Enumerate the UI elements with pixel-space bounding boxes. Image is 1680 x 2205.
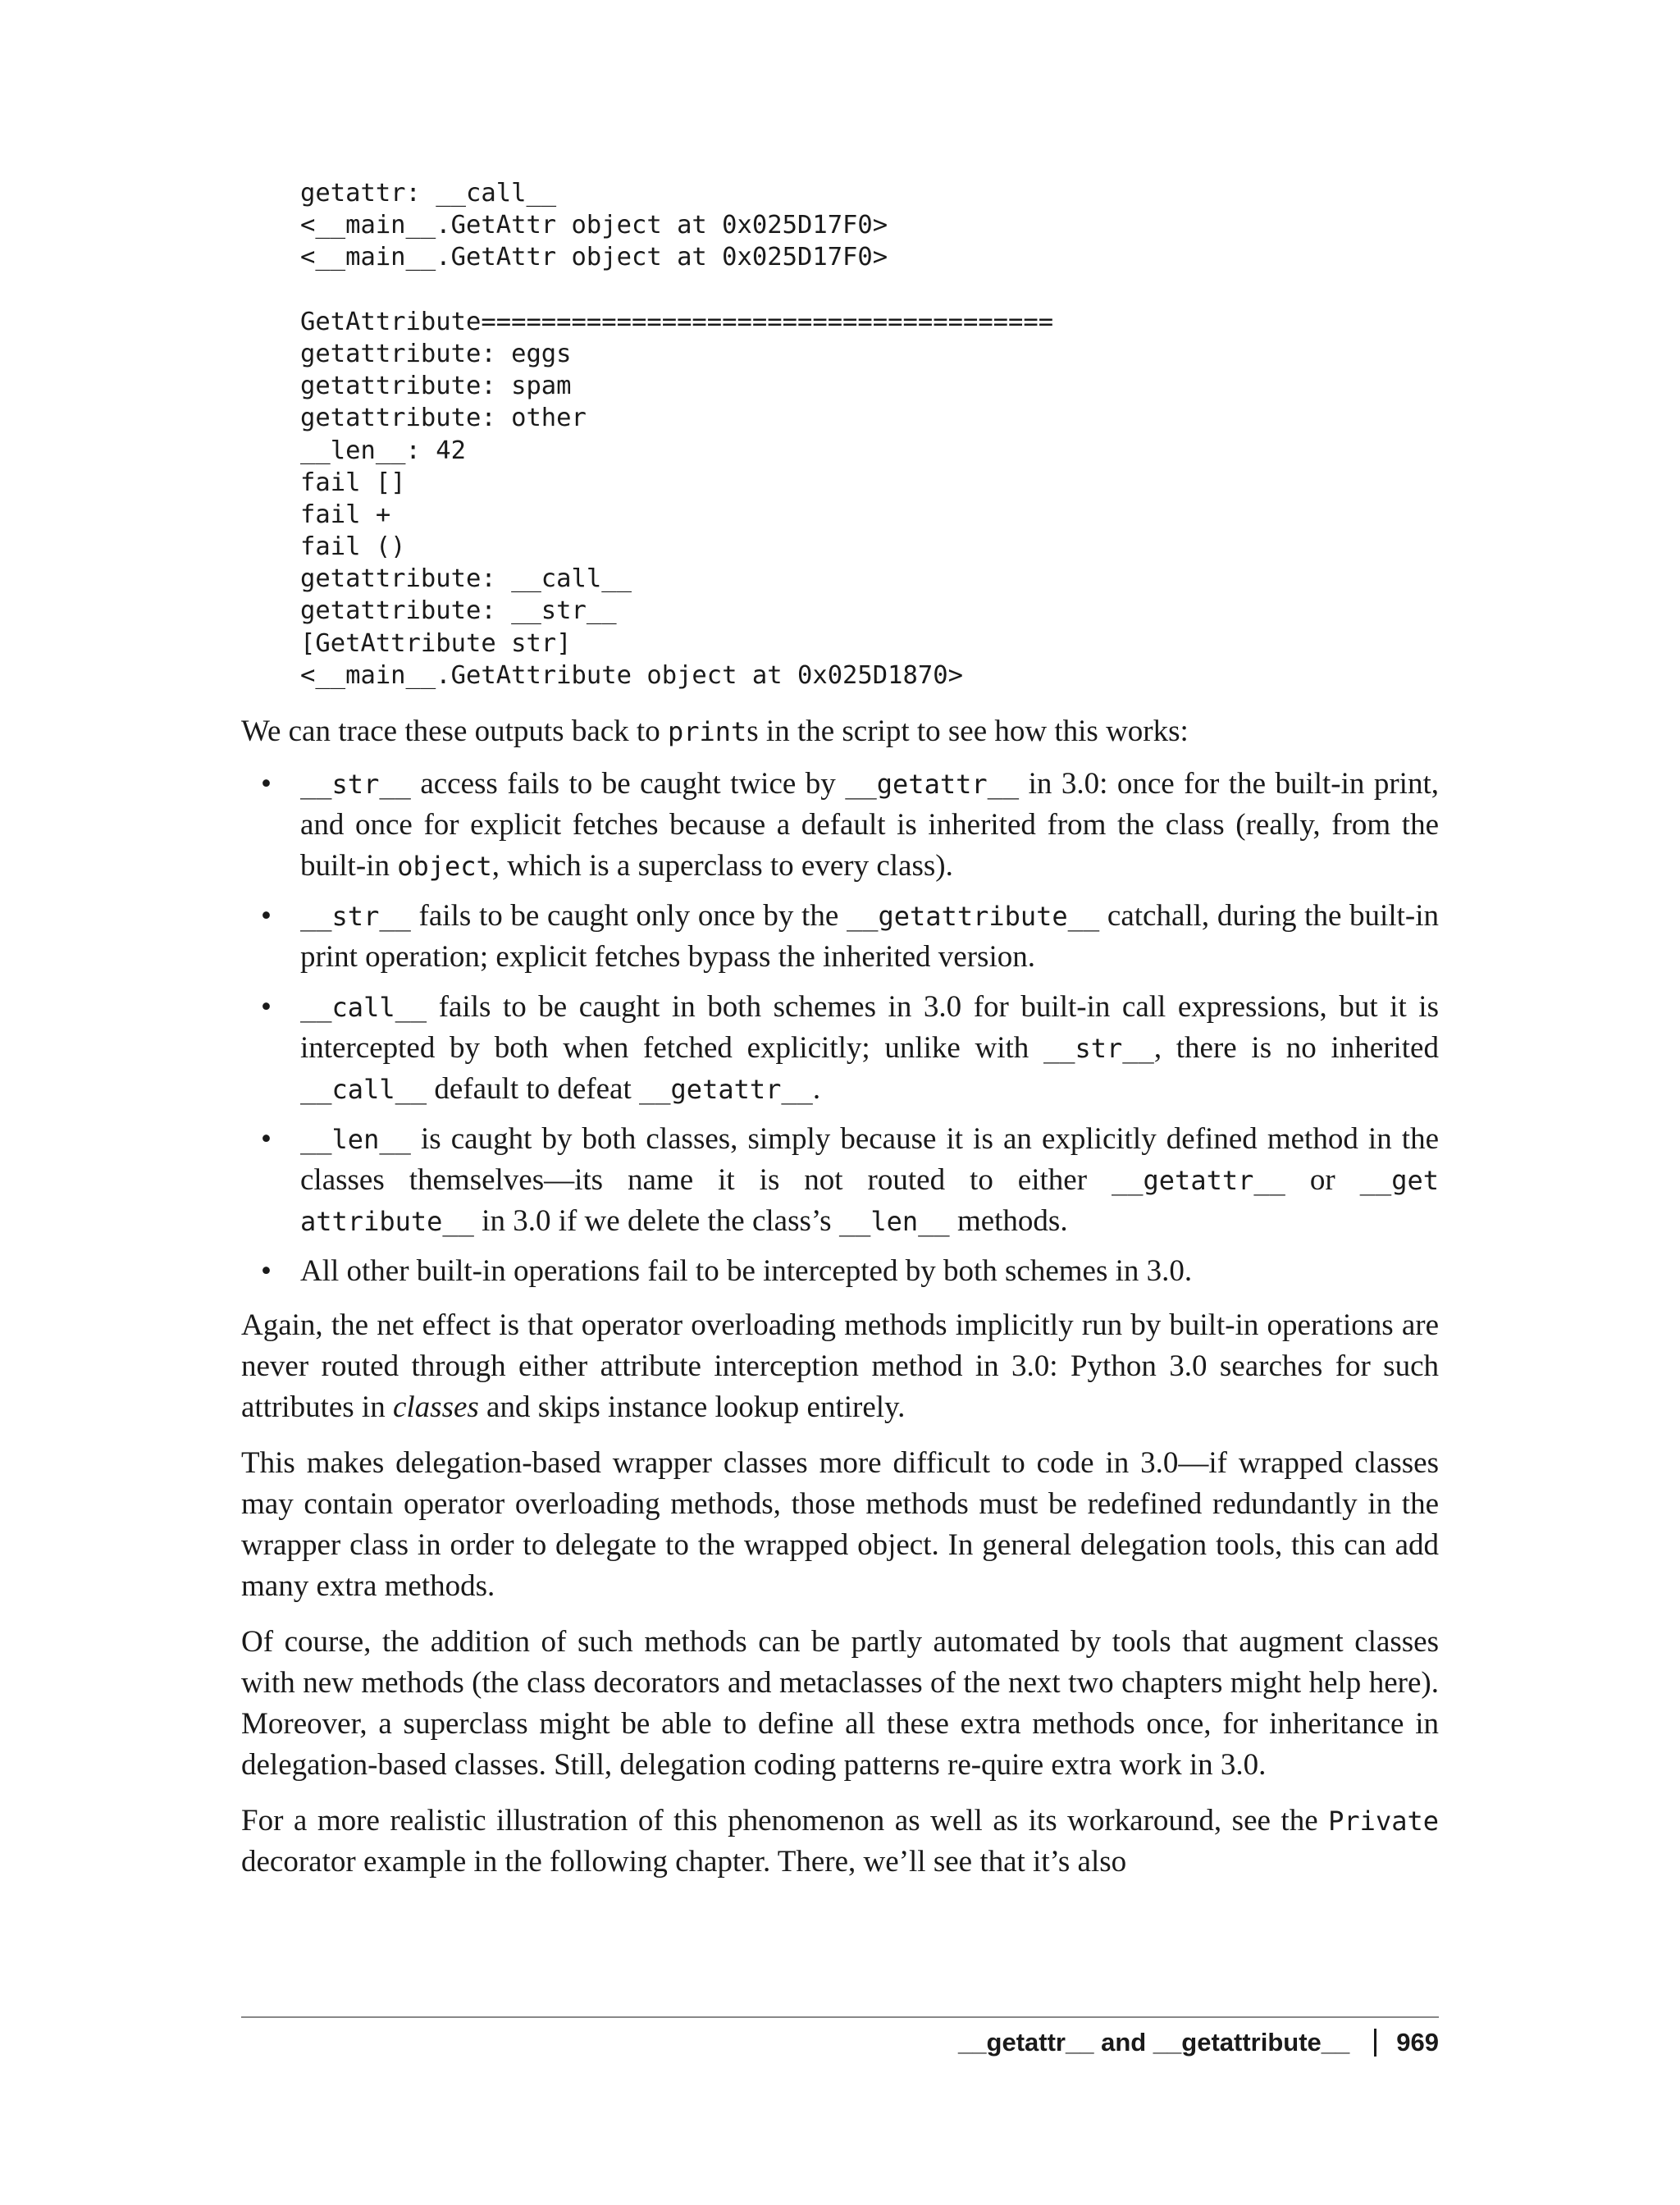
intro-paragraph <box>241 711 1439 752</box>
inline-code: __getattr__ <box>1111 1165 1285 1196</box>
inline-code: __str__ <box>1043 1033 1154 1064</box>
text-run: or <box>1285 1163 1360 1197</box>
bullet-icon: • <box>261 990 272 1024</box>
code-line: fail () <box>300 532 406 562</box>
inline-code: __str__ <box>300 769 411 800</box>
text-run: , there is no inherited <box>1153 1031 1439 1065</box>
text-run: Again, the net effect is that operator overloading methods implicitly run by built-in operations are never routed through either attribute interception method in 3.0: Python 3.0 searches for such attributes in <box>241 1308 1439 1424</box>
text-run: All other built-in operations fail to be intercepted by both schemes in 3.0. <box>300 1254 1193 1288</box>
inline-code: __getattr__ <box>845 769 1020 800</box>
footer-rule <box>241 2016 1439 2018</box>
text-run: default to defeat <box>427 1072 639 1106</box>
text-run: in 3.0: once for the built-in print, and once for explicit fetches because a default is inherited from the class (really, from the built-in <box>300 767 1439 883</box>
bullet-list <box>241 764 1439 1292</box>
text-run: catchall, during the built-in print operation; explicit fetches bypass the inherited version. <box>300 899 1439 974</box>
code-line: getattribute: other <box>300 404 587 433</box>
footer-separator <box>1374 2029 1376 2057</box>
inline-code: Private <box>1328 1806 1439 1837</box>
code-line: getattribute: spam <box>300 372 572 401</box>
code-line <box>300 274 1053 306</box>
text-run: fails to be caught in both schemes in 3.0 for built-in call expressions, but it is intercepted by both when fetched explicitly; unlike with <box>300 990 1439 1065</box>
text-run: , which is a superclass to every class). <box>491 849 953 883</box>
bullet-item <box>241 764 1439 887</box>
text-run: in 3.0 if we delete the class’s <box>473 1204 839 1238</box>
code-line: <__main__.GetAttr object at 0x025D17F0> <box>300 211 888 240</box>
bullet-icon: • <box>261 899 272 933</box>
code-line: getattr: __call__ <box>300 179 557 208</box>
inline-code: __len__ <box>838 1206 950 1237</box>
code-output-block <box>300 177 1053 692</box>
text-run: decorator example in the following chapter. There, we’ll see that it’s also <box>241 1845 1127 1879</box>
inline-code: __getattribute__ <box>846 901 1100 932</box>
text-run: access fails to be caught twice by <box>410 767 846 801</box>
bullet-item <box>241 1251 1439 1292</box>
text-run: and skips instance lookup entirely. <box>478 1390 906 1424</box>
code-line: getattribute: __call__ <box>300 564 632 594</box>
inline-code: __getattr__ <box>639 1074 813 1105</box>
code-line: <__main__.GetAttr object at 0x025D17F0> <box>300 243 888 272</box>
inline-code: __str__ <box>300 901 411 932</box>
code-line: <__main__.GetAttribute object at 0x025D1870> <box>300 660 963 690</box>
bullet-icon: • <box>261 1254 272 1288</box>
text-run: s in the script to see how this works: <box>746 714 1189 748</box>
paragraph-delegation: This makes delegation-based wrapper classes more difficult to code in 3.0—if wrapped classes may contain operator overloading methods, those methods must be redefined redundantly in the wrapper class in order to delegate to the wrapped object. In general delegation tools, this can add many extra methods. <box>241 1446 1439 1603</box>
bullet-icon: • <box>261 767 272 801</box>
running-head: __getattr__ and __getattribute__ <box>958 2028 1350 2057</box>
code-line: fail [] <box>300 468 406 497</box>
inline-code: __len__ <box>300 1124 411 1155</box>
text-run: fails to be caught only once by the <box>410 899 847 933</box>
bullet-item <box>241 987 1439 1110</box>
inline-code: object <box>397 851 492 882</box>
code-line: getattribute: __str__ <box>300 596 617 626</box>
paragraph-for-more <box>241 1801 1439 1883</box>
bullet-item <box>241 1119 1439 1242</box>
text-run: is caught by both classes, simply because it is an explicitly defined method in the classes themselves—its name it is not routed to either <box>300 1122 1439 1197</box>
paragraph-again <box>241 1305 1439 1428</box>
inline-code: __call__ <box>300 992 427 1023</box>
text-run: We can trace these outputs back to <box>241 714 668 748</box>
code-line: fail + <box>300 500 391 529</box>
paragraph-of-course: Of course, the addition of such methods can be partly automated by tools that augment classes with new methods (the class decorators and metaclasses of the next two chapters might help here). Moreover, a superclass might be able to define all these extra methods once, for inheritance in delegation-based classes. Still, delegation coding patterns re-quire extra work in 3.0. <box>241 1625 1439 1782</box>
inline-code: print <box>667 716 747 747</box>
inline-code: __call__ <box>300 1074 427 1105</box>
code-line: getattribute: eggs <box>300 339 572 368</box>
text-run: For a more realistic illustration of this phenomenon as well as its workaround, see the <box>241 1804 1329 1838</box>
text-run: . <box>812 1072 821 1106</box>
inline-code: __get attribute__ <box>300 1165 1439 1237</box>
code-line: [GetAttribute str] <box>300 628 572 658</box>
page-number: 969 <box>1396 2028 1439 2057</box>
text-run: methods. <box>949 1204 1068 1238</box>
body-text <box>241 711 1439 1883</box>
emphasis: classes <box>392 1390 479 1424</box>
code-line: GetAttribute====================================== <box>300 307 1054 336</box>
bullet-item <box>241 896 1439 978</box>
code-line: __len__: 42 <box>300 436 466 465</box>
bullet-icon: • <box>261 1122 272 1156</box>
page-footer <box>958 2026 1439 2059</box>
